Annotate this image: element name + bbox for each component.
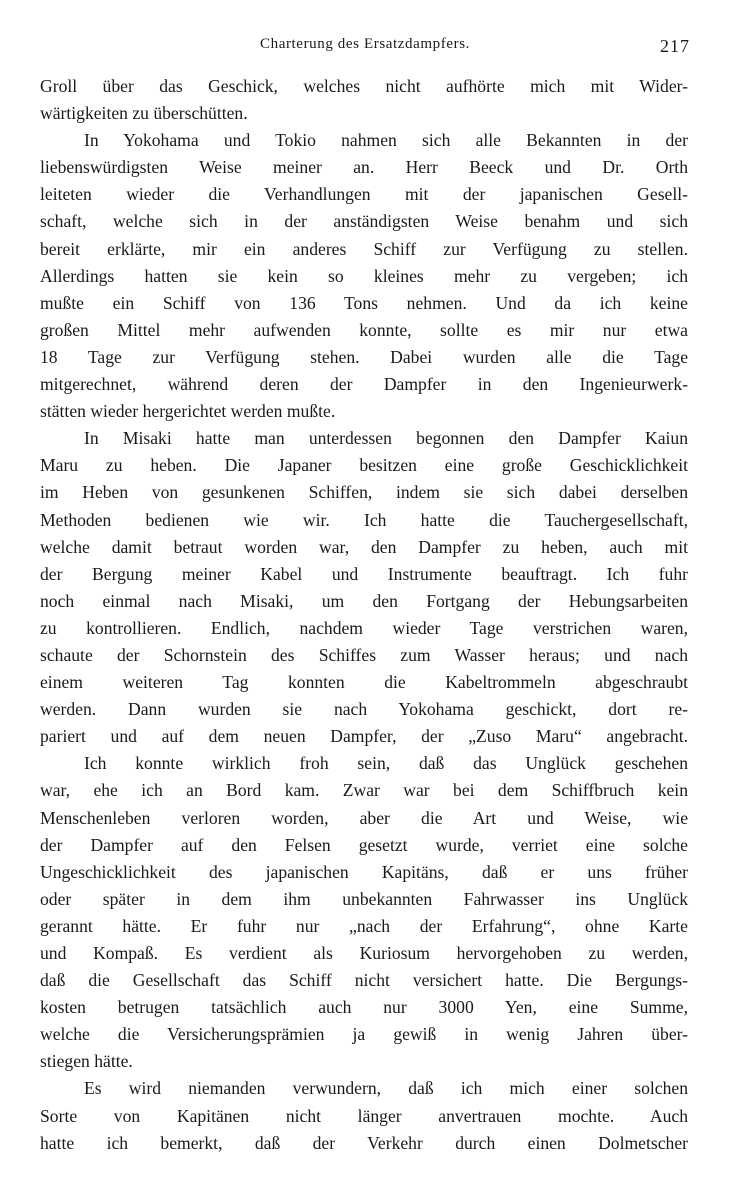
- text-line: leiteten wieder die Verhandlungen mit der japanischen Gesell-: [40, 184, 688, 205]
- text-line: war, ehe ich an Bord kam. Zwar war bei dem Schiffbruch kein: [40, 780, 688, 801]
- text-line: welche damit betraut worden war, den Dampfer zu heben, auch mit: [40, 536, 688, 557]
- text-line: hatte ich bemerkt, daß der Verkehr durch einen Dolmetscher: [40, 1132, 688, 1153]
- text-line: welche die Versicherungsprämien ja gewiß in wenig Jahren über-: [40, 1024, 688, 1045]
- text-line: Es wird niemanden verwundern, daß ich mich einer solchen: [84, 1078, 688, 1099]
- text-line: Sorte von Kapitänen nicht länger anvertrauen mochte. Auch: [40, 1105, 688, 1126]
- text-line: Menschenleben verloren worden, aber die Art und Weise, wie: [40, 807, 688, 828]
- text-line: gerannt hätte. Er fuhr nur „nach der Erfahrung“, ohne Karte: [40, 915, 688, 936]
- text-line: kosten betrugen tatsächlich auch nur 3000 Yen, eine Summe,: [40, 997, 688, 1018]
- text-line: Ungeschicklichkeit des japanischen Kapitäns, daß er uns früher: [40, 861, 688, 882]
- text-line: stiegen hätte.: [40, 1051, 133, 1072]
- text-line: Groll über das Geschick, welches nicht aufhörte mich mit Wider-: [40, 76, 688, 96]
- text-line: großen Mittel mehr aufwenden konnte, sollte es mir nur etwa: [40, 319, 688, 340]
- text-line: oder später in dem ihm unbekannten Fahrwasser ins Unglück: [40, 888, 688, 909]
- running-title: Charterung des Ersatzdampfers.: [259, 36, 470, 52]
- text-line: Ich konnte wirklich froh sein, daß das Unglück geschehen: [84, 753, 688, 774]
- text-line: schaute der Schornstein des Schiffes zum Wasser heraus; und nach: [40, 644, 688, 665]
- text-line: werden. Dann wurden sie nach Yokohama geschickt, dort re-: [40, 699, 688, 720]
- text-line: Methoden bedienen wie wir. Ich hatte die Tauchergesellschaft,: [40, 509, 688, 530]
- text-line: mitgerechnet, während deren der Dampfer in den Ingenieurwerk-: [40, 374, 688, 395]
- text-line: noch einmal nach Misaki, um den Fortgang der Hebungsarbeiten: [40, 590, 688, 611]
- text-line: stätten wieder hergerichtet werden mußte.: [40, 401, 336, 422]
- body-text: [40, 73, 688, 1157]
- text-line: bereit erklärte, mir ein anderes Schiff zur Verfügung zu stellen.: [40, 238, 688, 259]
- text-line: In Yokohama und Tokio nahmen sich alle Bekannten in der: [84, 130, 688, 151]
- text-line: einem weiteren Tag konnten die Kabeltrommeln abgeschraubt: [40, 672, 688, 693]
- text-line: pariert und auf dem neuen Dampfer, der „Zuso Maru“ angebracht.: [40, 726, 688, 747]
- text-line: daß die Gesellschaft das Schiff nicht versichert hatte. Die Bergungs-: [40, 970, 688, 991]
- text-line: zu kontrollieren. Endlich, nachdem wieder Tage verstrichen waren,: [40, 617, 688, 638]
- text-line: und Kompaß. Es verdient als Kuriosum hervorgehoben zu werden,: [40, 943, 688, 963]
- text-line: der Bergung meiner Kabel und Instrumente beauftragt. Ich fuhr: [40, 563, 688, 584]
- running-head: [40, 36, 690, 60]
- text-line: schaft, welche sich in der anständigsten Weise benahm und sich: [40, 211, 688, 232]
- text-line: der Dampfer auf den Felsen gesetzt wurde, verriet eine solche: [40, 834, 688, 855]
- text-line: liebenswürdigsten Weise meiner an. Herr Beeck und Dr. Orth: [40, 157, 688, 178]
- text-line: wärtigkeiten zu überschütten.: [40, 103, 248, 124]
- page-number: 217: [660, 36, 690, 56]
- text-line: In Misaki hatte man unterdessen begonnen den Dampfer Kaiun: [84, 428, 688, 449]
- text-line: 18 Tage zur Verfügung stehen. Dabei wurden alle die Tage: [40, 346, 688, 367]
- text-line: Maru zu heben. Die Japaner besitzen eine große Geschicklichkeit: [40, 455, 688, 476]
- text-line: im Heben von gesunkenen Schiffen, indem sie sich dabei derselben: [40, 482, 688, 503]
- text-line: Allerdings hatten sie kein so kleines mehr zu vergeben; ich: [40, 265, 688, 286]
- text-line: mußte ein Schiff von 136 Tons nehmen. Und da ich keine: [40, 292, 688, 313]
